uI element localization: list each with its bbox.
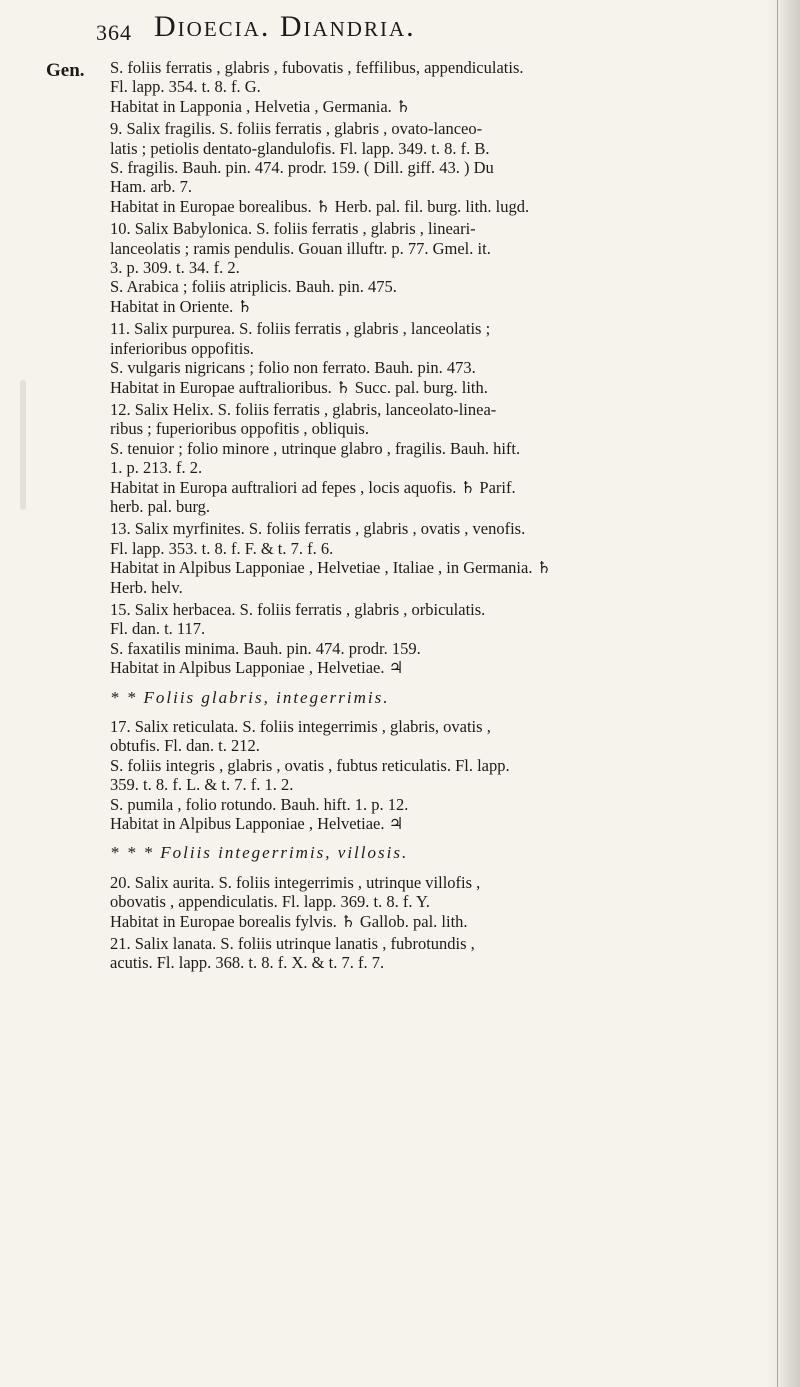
entry-line: inferioribus oppofitis. — [110, 338, 254, 358]
entry-line: Habitat in Europae borealibus. ♄ Herb. pal. fil. burg. lith. lugd. — [110, 196, 530, 216]
entry-line: Herb. helv. — [110, 577, 183, 597]
entry-line: S. tenuior ; folio minore , utrinque glabro , fragilis. Bauh. hift. — [110, 438, 521, 458]
entry-line: 359. t. 8. f. L. & t. 7. f. 1. 2. — [110, 775, 294, 795]
entry-line: Fl. dan. t. 117. — [110, 619, 206, 639]
text-body — [110, 58, 770, 976]
entry-line: Habitat in Europae borealis fylvis. ♄ Gallob. pal. lith. — [110, 911, 468, 931]
entry-first-line: 21. Salix lanata. S. foliis utrinque lanatis , fubrotundis , — [110, 934, 475, 954]
species-entry — [110, 58, 770, 116]
page-number: 364 — [96, 20, 132, 45]
entry-line: Fl. lapp. 353. t. 8. f. F. & t. 7. f. 6. — [110, 538, 334, 558]
entry-line: Habitat in Europae auftralioribus. ♄ Succ. pal. burg. lith. — [110, 377, 488, 397]
entry-line: Habitat in Alpibus Lapponiae , Helvetiae. ♃ — [110, 814, 404, 834]
entry-line: S. pumila , folio rotundo. Bauh. hift. 1. p. 12. — [110, 794, 409, 814]
species-entry — [110, 119, 770, 216]
entry-line: Ham. arb. 7. — [110, 177, 193, 197]
entry-line: S. foliis integris , glabris , ovatis , fubtus reticulatis. Fl. lapp. — [110, 755, 510, 775]
page-edge-shadow — [766, 0, 800, 1387]
entry-line: ribus ; fuperioribus oppofitis , obliquis. — [110, 419, 369, 439]
running-header — [96, 8, 696, 48]
entry-first-line: 11. Salix purpurea. S. foliis ferratis , glabris , lanceolatis ; — [110, 319, 491, 339]
species-entry — [110, 934, 770, 973]
page-edge-line — [777, 0, 778, 1387]
entry-line: 3. p. 309. t. 34. f. 2. — [110, 258, 240, 278]
paper-stain — [20, 380, 26, 510]
entry-line: S. faxatilis minima. Bauh. pin. 474. prodr. 159. — [110, 638, 421, 658]
entry-first-line: 13. Salix myrfinites. S. foliis ferratis , glabris , ovatis , venofis. — [110, 519, 526, 539]
entries-block-3 — [110, 873, 770, 973]
entry-first-line: 15. Salix herbacea. S. foliis ferratis , glabris , orbiculatis. — [110, 599, 486, 619]
species-entry — [110, 600, 770, 678]
entry-line: lanceolatis ; ramis pendulis. Gouan illuftr. p. 77. Gmel. it. — [110, 238, 491, 258]
running-head-title: Dioecia. Diandria. — [154, 10, 416, 43]
entry-line: Fl. lapp. 354. t. 8. f. G. — [110, 77, 261, 97]
entry-line: obtufis. Fl. dan. t. 212. — [110, 736, 260, 756]
entry-line: acutis. Fl. lapp. 368. t. 8. f. X. & t. 7. f. 7. — [110, 953, 385, 973]
entry-line: herb. pal. burg. — [110, 496, 211, 516]
entry-line: obovatis , appendiculatis. Fl. lapp. 369. t. 8. f. Y. — [110, 892, 430, 912]
entry-line: S. Arabica ; foliis atriplicis. Bauh. pin. 475. — [110, 277, 397, 297]
species-entry — [110, 717, 770, 833]
species-entry — [110, 400, 770, 516]
species-entry — [110, 873, 770, 931]
entry-first-line: 20. Salix aurita. S. foliis integerrimis , utrinque villofis , — [110, 872, 481, 892]
species-entry — [110, 219, 770, 316]
entry-line: Habitat in Lapponia , Helvetia , Germania. ♄ — [110, 96, 411, 116]
species-entry — [110, 519, 770, 597]
entries-block-1 — [110, 58, 770, 678]
margin-tag: Gen. — [46, 60, 85, 81]
entry-line: S. vulgaris nigricans ; folio non ferrato. Bauh. pin. 473. — [110, 358, 476, 378]
section-heading-glabris-integerrimis: * * Foliis glabris, integerrimis. — [110, 687, 390, 707]
entry-first-line: 12. Salix Helix. S. foliis ferratis , glabris, lanceolato-linea- — [110, 399, 497, 419]
entry-first-line: 17. Salix reticulata. S. foliis integerrimis , glabris, ovatis , — [110, 717, 491, 736]
entry-line: latis ; petiolis dentato-glandulofis. Fl. lapp. 349. t. 8. f. B. — [110, 138, 490, 158]
entries-block-2 — [110, 717, 770, 833]
entry-line: Habitat in Alpibus Lapponiae , Helvetiae , Italiae , in Germania. ♄ — [110, 558, 552, 578]
species-entry — [110, 319, 770, 397]
entry-line: Habitat in Europa auftraliori ad fepes , locis aquofis. ♄ Parif. — [110, 477, 516, 497]
entry-line: Habitat in Oriente. ♄ — [110, 296, 253, 316]
section-heading-integerrimis-villosis: * * * Foliis integerrimis, villosis. — [110, 843, 409, 863]
entry-line: 1. p. 213. f. 2. — [110, 458, 203, 478]
entry-first-line: 9. Salix fragilis. S. foliis ferratis , glabris , ovato-lanceo- — [110, 119, 483, 139]
entry-first-line: S. foliis ferratis , glabris , fubovatis , feffilibus, appendiculatis. — [110, 58, 524, 77]
entry-line: Habitat in Alpibus Lapponiae , Helvetiae. ♃ — [110, 658, 404, 678]
entry-line: S. fragilis. Bauh. pin. 474. prodr. 159. ( Dill. giff. 43. ) Du — [110, 158, 494, 178]
entry-first-line: 10. Salix Babylonica. S. foliis ferratis , glabris , lineari- — [110, 219, 476, 239]
